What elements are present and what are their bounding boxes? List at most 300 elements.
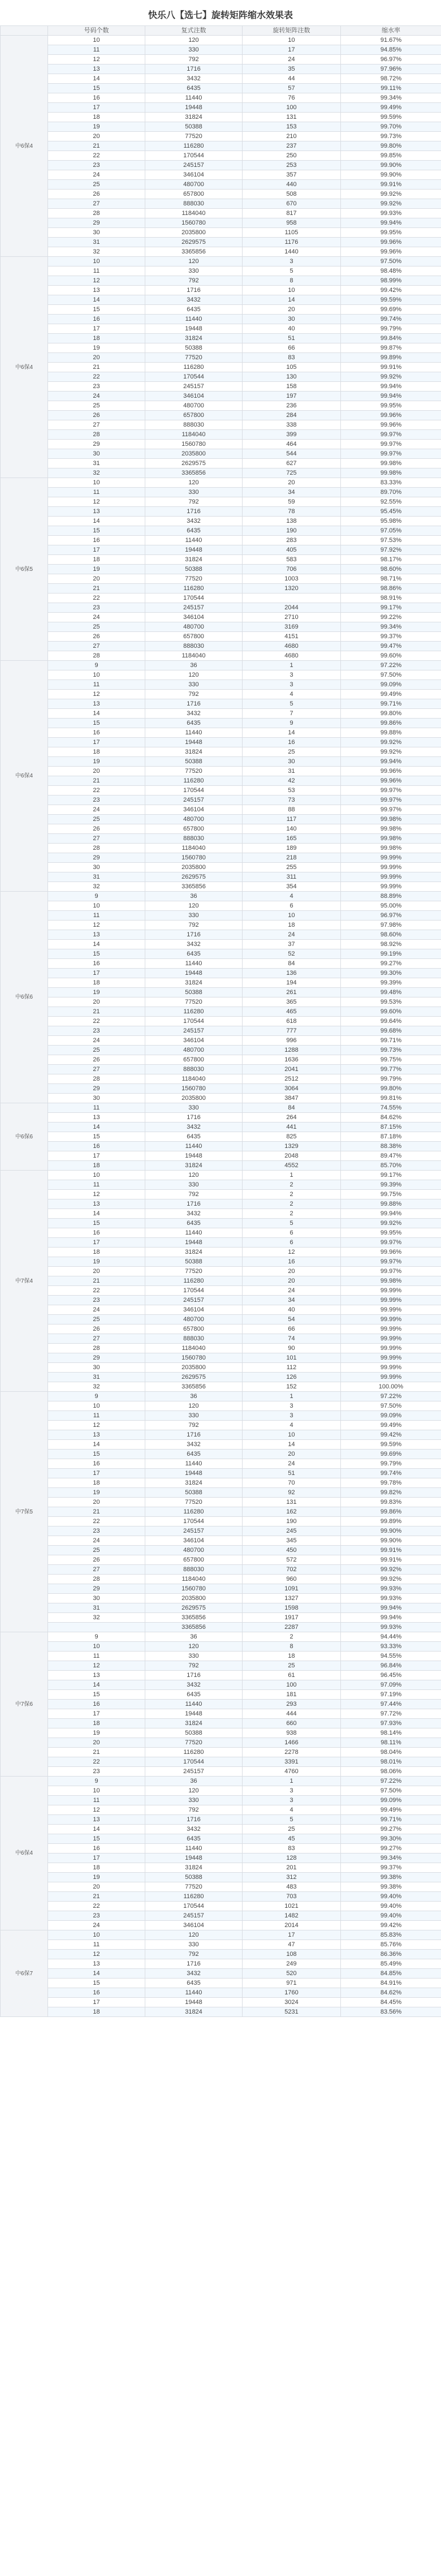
cell-matrix-bets: 16 xyxy=(243,1257,341,1267)
table-row xyxy=(1,1430,441,1440)
cell-matrix-bets: 100 xyxy=(243,103,341,113)
cell-number-count: 24 xyxy=(48,613,145,622)
table-row xyxy=(1,757,441,767)
cell-matrix-bets: 5 xyxy=(243,1815,341,1825)
cell-reduction-rate: 99.99% xyxy=(341,1324,441,1334)
cell-reduction-rate: 98.14% xyxy=(341,1728,441,1738)
cell-matrix-bets: 4 xyxy=(243,1421,341,1430)
cell-number-count: 11 xyxy=(48,680,145,690)
cell-reduction-rate: 99.97% xyxy=(341,1238,441,1248)
table-row xyxy=(1,1853,441,1863)
cell-reduction-rate: 99.84% xyxy=(341,334,441,343)
cell-matrix-bets: 725 xyxy=(243,468,341,478)
cell-number-count: 11 xyxy=(48,1411,145,1421)
cell-compound-bets: 50388 xyxy=(145,757,243,767)
table-row xyxy=(1,209,441,218)
cell-number-count: 23 xyxy=(48,1026,145,1036)
cell-matrix-bets: 66 xyxy=(243,343,341,353)
cell-compound-bets: 1716 xyxy=(145,1815,243,1825)
cell-matrix-bets: 34 xyxy=(243,488,341,497)
cell-reduction-rate: 99.39% xyxy=(341,1180,441,1190)
cell-compound-bets: 120 xyxy=(145,1171,243,1180)
cell-reduction-rate: 99.99% xyxy=(341,882,441,892)
cell-number-count: 31 xyxy=(48,238,145,247)
cell-compound-bets: 1716 xyxy=(145,1199,243,1209)
cell-reduction-rate: 84.62% xyxy=(341,1113,441,1123)
cell-number-count: 18 xyxy=(48,1863,145,1873)
cell-matrix-bets: 6 xyxy=(243,1238,341,1248)
cell-compound-bets: 19448 xyxy=(145,1853,243,1863)
cell-number-count: 19 xyxy=(48,122,145,132)
cell-number-count: 18 xyxy=(48,1161,145,1171)
table-row xyxy=(1,1603,441,1613)
cell-matrix-bets: 1105 xyxy=(243,228,341,238)
cell-reduction-rate: 74.55% xyxy=(341,1103,441,1113)
cell-matrix-bets: 108 xyxy=(243,1950,341,1959)
table-row xyxy=(1,594,441,603)
cell-number-count: 15 xyxy=(48,305,145,315)
cell-number-count: 30 xyxy=(48,1363,145,1373)
cell-number-count: 13 xyxy=(48,64,145,74)
cell-number-count: 26 xyxy=(48,632,145,642)
table-row xyxy=(1,36,441,45)
cell-compound-bets: 330 xyxy=(145,266,243,276)
cell-reduction-rate: 99.75% xyxy=(341,1055,441,1065)
cell-number-count: 13 xyxy=(48,1113,145,1123)
cell-reduction-rate: 96.97% xyxy=(341,911,441,921)
cell-matrix-bets: 10 xyxy=(243,1430,341,1440)
table-row xyxy=(1,1392,441,1401)
table-row xyxy=(1,680,441,690)
cell-reduction-rate: 85.49% xyxy=(341,1959,441,1969)
group-label: 中6保4 xyxy=(1,1777,48,1930)
cell-compound-bets: 2035800 xyxy=(145,449,243,459)
cell-compound-bets: 6435 xyxy=(145,1450,243,1459)
cell-matrix-bets: 189 xyxy=(243,844,341,853)
table-row xyxy=(1,949,441,959)
cell-reduction-rate: 99.42% xyxy=(341,1921,441,1930)
cell-reduction-rate: 99.89% xyxy=(341,1517,441,1526)
cell-matrix-bets: 24 xyxy=(243,1459,341,1469)
cell-compound-bets: 1184040 xyxy=(145,844,243,853)
cell-compound-bets: 346104 xyxy=(145,1305,243,1315)
table-row xyxy=(1,1690,441,1700)
cell-matrix-bets: 130 xyxy=(243,372,341,382)
cell-compound-bets: 50388 xyxy=(145,122,243,132)
cell-compound-bets: 480700 xyxy=(145,1546,243,1555)
cell-matrix-bets: 4151 xyxy=(243,632,341,642)
table-row xyxy=(1,584,441,594)
cell-compound-bets: 36 xyxy=(145,892,243,901)
cell-reduction-rate: 95.00% xyxy=(341,901,441,911)
cell-number-count: 10 xyxy=(48,478,145,488)
cell-reduction-rate: 99.92% xyxy=(341,1219,441,1228)
cell-reduction-rate: 83.33% xyxy=(341,478,441,488)
cell-reduction-rate: 99.90% xyxy=(341,170,441,180)
cell-matrix-bets: 1466 xyxy=(243,1738,341,1748)
cell-compound-bets: 170544 xyxy=(145,786,243,795)
cell-number-count: 22 xyxy=(48,1517,145,1526)
table-row xyxy=(1,1988,441,1998)
cell-matrix-bets: 35 xyxy=(243,64,341,74)
cell-reduction-rate: 99.59% xyxy=(341,295,441,305)
table-row xyxy=(1,1805,441,1815)
cell-number-count: 32 xyxy=(48,247,145,257)
cell-reduction-rate: 99.88% xyxy=(341,1199,441,1209)
cell-number-count: 15 xyxy=(48,1834,145,1844)
table-row xyxy=(1,1046,441,1055)
cell-matrix-bets: 8 xyxy=(243,276,341,286)
table-row xyxy=(1,1546,441,1555)
cell-matrix-bets: 152 xyxy=(243,1382,341,1392)
cell-number-count: 11 xyxy=(48,488,145,497)
cell-matrix-bets: 960 xyxy=(243,1575,341,1584)
cell-number-count: 13 xyxy=(48,1815,145,1825)
cell-matrix-bets: 2048 xyxy=(243,1151,341,1161)
cell-matrix-bets: 3024 xyxy=(243,1998,341,2007)
table-row xyxy=(1,440,441,449)
cell-number-count: 26 xyxy=(48,411,145,420)
cell-compound-bets: 120 xyxy=(145,1642,243,1652)
cell-compound-bets: 31824 xyxy=(145,978,243,988)
page-title: 快乐八【选七】旋转矩阵缩水效果表 xyxy=(148,11,293,20)
cell-compound-bets: 11440 xyxy=(145,1700,243,1709)
cell-matrix-bets: 6 xyxy=(243,901,341,911)
cell-matrix-bets: 3 xyxy=(243,1411,341,1421)
cell-matrix-bets: 464 xyxy=(243,440,341,449)
cell-matrix-bets: 138 xyxy=(243,517,341,526)
table-row xyxy=(1,1979,441,1988)
cell-number-count: 10 xyxy=(48,670,145,680)
cell-matrix-bets: 2 xyxy=(243,1632,341,1642)
cell-compound-bets: 6435 xyxy=(145,84,243,93)
table-row xyxy=(1,1344,441,1353)
cell-compound-bets: 2035800 xyxy=(145,1363,243,1373)
cell-matrix-bets: 253 xyxy=(243,161,341,170)
table-row xyxy=(1,1584,441,1594)
table-row xyxy=(1,632,441,642)
cell-number-count: 27 xyxy=(48,834,145,844)
cell-matrix-bets: 25 xyxy=(243,1661,341,1671)
cell-number-count: 16 xyxy=(48,1459,145,1469)
table-row xyxy=(1,1873,441,1882)
cell-matrix-bets: 10 xyxy=(243,286,341,295)
cell-matrix-bets: 47 xyxy=(243,1940,341,1950)
cell-compound-bets: 3432 xyxy=(145,517,243,526)
cell-reduction-rate: 96.97% xyxy=(341,55,441,64)
cell-matrix-bets: 24 xyxy=(243,1286,341,1296)
cell-matrix-bets: 10 xyxy=(243,911,341,921)
cell-reduction-rate: 88.38% xyxy=(341,1142,441,1151)
cell-compound-bets: 31824 xyxy=(145,747,243,757)
table-row xyxy=(1,738,441,747)
table-row xyxy=(1,1074,441,1084)
cell-number-count: 23 xyxy=(48,1526,145,1536)
cell-reduction-rate: 85.83% xyxy=(341,1930,441,1940)
cell-reduction-rate: 98.17% xyxy=(341,555,441,565)
cell-reduction-rate: 99.30% xyxy=(341,1834,441,1844)
cell-compound-bets: 888030 xyxy=(145,1065,243,1074)
table-row xyxy=(1,228,441,238)
cell-compound-bets: 1184040 xyxy=(145,1344,243,1353)
cell-compound-bets: 11440 xyxy=(145,1459,243,1469)
table-row xyxy=(1,1267,441,1276)
cell-reduction-rate: 99.91% xyxy=(341,363,441,372)
table-row xyxy=(1,180,441,190)
cell-matrix-bets: 250 xyxy=(243,151,341,161)
cell-matrix-bets: 25 xyxy=(243,1825,341,1834)
cell-number-count: 20 xyxy=(48,997,145,1007)
table-row xyxy=(1,170,441,180)
cell-compound-bets: 792 xyxy=(145,1190,243,1199)
table-row xyxy=(1,1459,441,1469)
cell-number-count: 11 xyxy=(48,911,145,921)
cell-reduction-rate: 97.22% xyxy=(341,1777,441,1786)
cell-reduction-rate: 96.84% xyxy=(341,1661,441,1671)
cell-number-count: 9 xyxy=(48,1392,145,1401)
cell-matrix-bets: 4 xyxy=(243,892,341,901)
cell-matrix-bets: 3847 xyxy=(243,1094,341,1103)
table-row xyxy=(1,1440,441,1450)
table-row xyxy=(1,1498,441,1507)
cell-matrix-bets: 441 xyxy=(243,1123,341,1132)
table-row xyxy=(1,1219,441,1228)
cell-matrix-bets: 53 xyxy=(243,786,341,795)
cell-matrix-bets: 131 xyxy=(243,113,341,122)
cell-number-count: 24 xyxy=(48,1036,145,1046)
cell-reduction-rate: 99.98% xyxy=(341,844,441,853)
cell-compound-bets: 792 xyxy=(145,1421,243,1430)
table-row xyxy=(1,786,441,795)
cell-matrix-bets: 706 xyxy=(243,565,341,574)
table-row xyxy=(1,901,441,911)
cell-matrix-bets: 357 xyxy=(243,170,341,180)
cell-compound-bets: 11440 xyxy=(145,93,243,103)
cell-number-count: 22 xyxy=(48,1757,145,1767)
cell-reduction-rate: 98.01% xyxy=(341,1757,441,1767)
cell-matrix-bets: 2710 xyxy=(243,613,341,622)
cell-reduction-rate: 99.77% xyxy=(341,1065,441,1074)
cell-matrix-bets: 1 xyxy=(243,1171,341,1180)
cell-number-count: 16 xyxy=(48,1142,145,1151)
table-row xyxy=(1,468,441,478)
cell-compound-bets: 1560780 xyxy=(145,853,243,863)
cell-reduction-rate: 99.19% xyxy=(341,949,441,959)
cell-matrix-bets: 2287 xyxy=(243,1623,341,1632)
cell-reduction-rate: 99.99% xyxy=(341,1373,441,1382)
cell-reduction-rate: 99.09% xyxy=(341,1796,441,1805)
cell-number-count: 26 xyxy=(48,824,145,834)
cell-reduction-rate: 98.92% xyxy=(341,940,441,949)
cell-number-count: 27 xyxy=(48,420,145,430)
cell-compound-bets: 792 xyxy=(145,276,243,286)
cell-number-count: 10 xyxy=(48,1786,145,1796)
cell-compound-bets: 31824 xyxy=(145,555,243,565)
cell-matrix-bets: 338 xyxy=(243,420,341,430)
table-row xyxy=(1,1286,441,1296)
table-row xyxy=(1,613,441,622)
cell-matrix-bets: 18 xyxy=(243,1652,341,1661)
cell-matrix-bets: 3 xyxy=(243,1401,341,1411)
cell-compound-bets: 116280 xyxy=(145,1276,243,1286)
cell-reduction-rate: 99.09% xyxy=(341,680,441,690)
cell-number-count: 19 xyxy=(48,1873,145,1882)
cell-compound-bets: 77520 xyxy=(145,353,243,363)
table-row xyxy=(1,1575,441,1584)
cell-reduction-rate: 99.37% xyxy=(341,632,441,642)
cell-number-count: 29 xyxy=(48,1353,145,1363)
cell-reduction-rate: 99.49% xyxy=(341,690,441,699)
table-row xyxy=(1,517,441,526)
cell-compound-bets: 120 xyxy=(145,1401,243,1411)
cell-number-count: 23 xyxy=(48,1911,145,1921)
table-row xyxy=(1,1296,441,1305)
cell-number-count: 21 xyxy=(48,1507,145,1517)
cell-reduction-rate: 98.04% xyxy=(341,1748,441,1757)
table-row xyxy=(1,892,441,901)
table-row xyxy=(1,1132,441,1142)
cell-number-count: 31 xyxy=(48,459,145,468)
cell-compound-bets: 116280 xyxy=(145,1007,243,1017)
cell-compound-bets: 245157 xyxy=(145,1767,243,1777)
cell-compound-bets: 19448 xyxy=(145,545,243,555)
cell-matrix-bets: 105 xyxy=(243,363,341,372)
cell-compound-bets: 792 xyxy=(145,1661,243,1671)
cell-matrix-bets: 670 xyxy=(243,199,341,209)
cell-reduction-rate: 99.99% xyxy=(341,1286,441,1296)
table-row xyxy=(1,1834,441,1844)
cell-number-count: 19 xyxy=(48,1728,145,1738)
cell-reduction-rate: 99.99% xyxy=(341,1363,441,1373)
cell-number-count: 14 xyxy=(48,1969,145,1979)
table-row xyxy=(1,545,441,555)
cell-compound-bets: 346104 xyxy=(145,805,243,815)
cell-matrix-bets: 162 xyxy=(243,1507,341,1517)
table-row xyxy=(1,84,441,93)
cell-matrix-bets: 14 xyxy=(243,728,341,738)
cell-matrix-bets: 5 xyxy=(243,699,341,709)
table-row xyxy=(1,1488,441,1498)
cell-compound-bets: 330 xyxy=(145,1180,243,1190)
table-row xyxy=(1,305,441,315)
header-matrix-bets: 旋转矩阵注数 xyxy=(243,26,341,36)
cell-reduction-rate: 99.90% xyxy=(341,1536,441,1546)
cell-matrix-bets: 18 xyxy=(243,921,341,930)
table-row xyxy=(1,1911,441,1921)
cell-reduction-rate: 99.94% xyxy=(341,382,441,392)
cell-compound-bets: 170544 xyxy=(145,151,243,161)
cell-matrix-bets: 1176 xyxy=(243,238,341,247)
cell-compound-bets: 245157 xyxy=(145,161,243,170)
table-row xyxy=(1,1517,441,1526)
cell-matrix-bets: 24 xyxy=(243,55,341,64)
cell-number-count: 10 xyxy=(48,1171,145,1180)
cell-number-count: 23 xyxy=(48,795,145,805)
cell-number-count: 25 xyxy=(48,622,145,632)
table-row xyxy=(1,247,441,257)
table-row xyxy=(1,747,441,757)
cell-reduction-rate: 99.97% xyxy=(341,805,441,815)
cell-matrix-bets: 1482 xyxy=(243,1911,341,1921)
cell-reduction-rate: 97.22% xyxy=(341,1392,441,1401)
cell-compound-bets: 330 xyxy=(145,911,243,921)
cell-compound-bets: 6435 xyxy=(145,1690,243,1700)
cell-matrix-bets: 3 xyxy=(243,1796,341,1805)
cell-compound-bets: 36 xyxy=(145,1392,243,1401)
cell-compound-bets: 50388 xyxy=(145,343,243,353)
cell-number-count: 19 xyxy=(48,1257,145,1267)
cell-number-count: 20 xyxy=(48,1498,145,1507)
cell-compound-bets: 19448 xyxy=(145,1998,243,2007)
cell-number-count: 15 xyxy=(48,84,145,93)
table-row xyxy=(1,411,441,420)
cell-compound-bets: 31824 xyxy=(145,334,243,343)
cell-matrix-bets: 245 xyxy=(243,1526,341,1536)
cell-compound-bets: 888030 xyxy=(145,642,243,651)
cell-matrix-bets: 190 xyxy=(243,526,341,536)
cell-matrix-bets: 3391 xyxy=(243,1757,341,1767)
cell-reduction-rate: 99.82% xyxy=(341,1488,441,1498)
cell-number-count: 13 xyxy=(48,286,145,295)
cell-reduction-rate: 99.70% xyxy=(341,122,441,132)
cell-reduction-rate: 99.95% xyxy=(341,401,441,411)
cell-number-count: 17 xyxy=(48,969,145,978)
cell-compound-bets: 6435 xyxy=(145,1834,243,1844)
table-row xyxy=(1,45,441,55)
cell-number-count: 18 xyxy=(48,555,145,565)
cell-compound-bets: 50388 xyxy=(145,565,243,574)
cell-reduction-rate: 99.91% xyxy=(341,180,441,190)
cell-number-count: 18 xyxy=(48,1719,145,1728)
cell-compound-bets: 3432 xyxy=(145,940,243,949)
table-row xyxy=(1,1709,441,1719)
table-row xyxy=(1,872,441,882)
cell-reduction-rate: 99.80% xyxy=(341,141,441,151)
table-row xyxy=(1,1815,441,1825)
cell-compound-bets: 31824 xyxy=(145,1478,243,1488)
cell-matrix-bets: 51 xyxy=(243,1469,341,1478)
cell-reduction-rate: 99.92% xyxy=(341,738,441,747)
cell-matrix-bets: 311 xyxy=(243,872,341,882)
cell-number-count: 20 xyxy=(48,1882,145,1892)
cell-compound-bets: 330 xyxy=(145,1796,243,1805)
cell-compound-bets: 116280 xyxy=(145,1748,243,1757)
table-row xyxy=(1,699,441,709)
reduction-table xyxy=(0,25,441,2017)
cell-matrix-bets: 190 xyxy=(243,1517,341,1526)
cell-compound-bets: 245157 xyxy=(145,603,243,613)
cell-reduction-rate: 99.39% xyxy=(341,978,441,988)
cell-compound-bets: 31824 xyxy=(145,2007,243,2017)
cell-matrix-bets: 572 xyxy=(243,1555,341,1565)
cell-reduction-rate: 99.96% xyxy=(341,238,441,247)
cell-number-count: 27 xyxy=(48,1065,145,1074)
table-row xyxy=(1,257,441,266)
cell-number-count: 32 xyxy=(48,1382,145,1392)
table-row xyxy=(1,363,441,372)
cell-compound-bets: 657800 xyxy=(145,632,243,642)
cell-reduction-rate: 99.73% xyxy=(341,1046,441,1055)
table-row xyxy=(1,1209,441,1219)
cell-compound-bets: 3365856 xyxy=(145,882,243,892)
cell-compound-bets: 3432 xyxy=(145,709,243,719)
table-row xyxy=(1,372,441,382)
cell-reduction-rate: 99.42% xyxy=(341,1430,441,1440)
table-row xyxy=(1,940,441,949)
cell-number-count: 12 xyxy=(48,1661,145,1671)
cell-reduction-rate: 99.99% xyxy=(341,872,441,882)
cell-reduction-rate: 84.91% xyxy=(341,1979,441,1988)
